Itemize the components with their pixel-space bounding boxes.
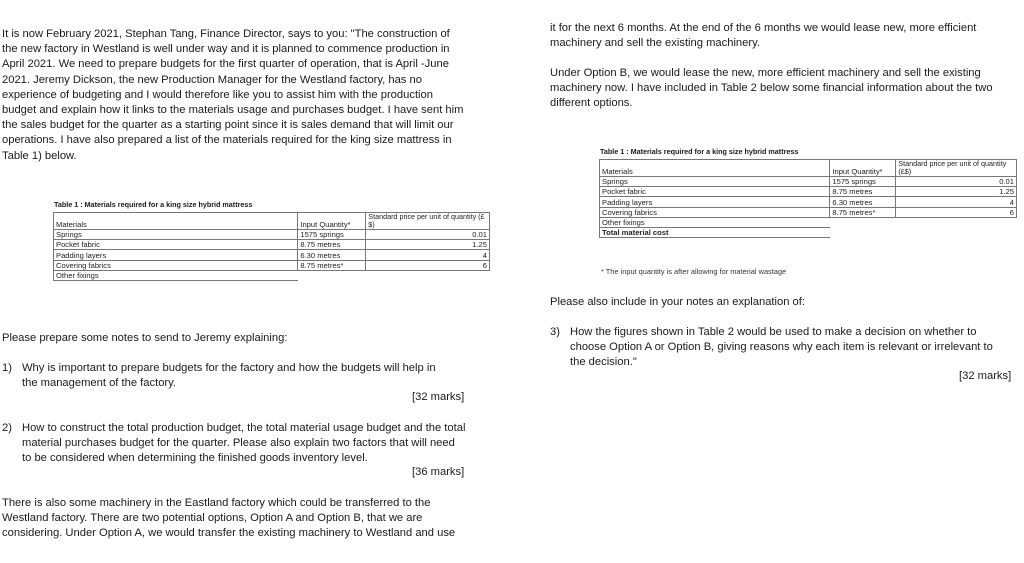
cell-price: 6: [366, 260, 490, 270]
cell-qty: [830, 227, 896, 237]
cell-qty: 1575 springs: [830, 177, 896, 187]
table-row: [600, 217, 1017, 227]
table-row: [600, 197, 1017, 207]
notes-prompt: Please prepare some notes to send to Jeremy explaining:: [2, 332, 288, 344]
table-row: [600, 177, 1017, 187]
cell-qty: 8.75 metres: [830, 187, 896, 197]
table-header-row: [54, 213, 490, 230]
cell-price: 6: [896, 207, 1017, 217]
header-input-quantity: Input Quantity*: [298, 213, 366, 230]
also-include-text: Please also include in your notes an explanation of:: [550, 296, 805, 308]
cell-material: Total material cost: [600, 227, 830, 237]
table-caption: Table 1 : Materials required for a king size hybrid mattress: [600, 147, 799, 156]
cell-qty: 1575 springs: [298, 230, 366, 240]
cell-material: Pocket fabric: [54, 240, 298, 250]
cell-material: Covering fabrics: [54, 260, 298, 270]
header-materials: Materials: [600, 160, 830, 177]
table-row: [54, 260, 490, 270]
cell-price: 4: [896, 197, 1017, 207]
cell-price: 1.25: [366, 240, 490, 250]
cell-qty: 6.30 metres: [298, 250, 366, 260]
cell-material: Covering fabrics: [600, 207, 830, 217]
cell-qty: 8.75 metres*: [298, 260, 366, 270]
cell-material: Pocket fabric: [600, 187, 830, 197]
question-number: 2): [2, 422, 12, 434]
cell-qty: 8.75 metres*: [830, 207, 896, 217]
cell-price: 4: [366, 250, 490, 260]
cell-material: Springs: [600, 177, 830, 187]
cell-qty: 8.75 metres: [298, 240, 366, 250]
cell-price: [366, 270, 490, 280]
question-text: How to construct the total production budget, the total material usage budget and the total material purchases budget for the quarter. Please also explain two factors that will need to be considered when determining the finished goods inventory level.: [22, 422, 466, 465]
question-1-marks: [32 marks]: [412, 391, 465, 403]
table-footnote: * The input quantity is after allowing for material wastage: [601, 267, 787, 276]
table-row: [54, 270, 490, 280]
table-row: [600, 207, 1017, 217]
question-2-marks: [36 marks]: [412, 466, 465, 478]
question-number: 3): [550, 326, 560, 338]
question-text: Why is important to prepare budgets for the factory and how the budgets will help in the management of the factory.: [22, 362, 436, 390]
table-row: [54, 240, 490, 250]
cell-qty: 6.30 metres: [830, 197, 896, 207]
cell-material: Springs: [54, 230, 298, 240]
cell-price: [896, 217, 1017, 227]
continuation-paragraph: it for the next 6 months. At the end of the 6 months we would lease new, more efficient machinery and sell the existing machinery.: [550, 22, 977, 50]
cell-price: [896, 227, 1017, 237]
cell-qty: [298, 270, 366, 280]
header-standard-price: Standard price per unit of quantity (£$): [898, 159, 1007, 176]
question-3-marks: [32 marks]: [959, 370, 1012, 382]
machinery-paragraph: There is also some machinery in the Eastland factory which could be transferred to the Westland factory. There are two potential options, Option A and Option B, that we are considering. Under Option A, we would transfer the existing machinery to Westland and use: [2, 497, 456, 540]
materials-table: [53, 212, 490, 281]
header-materials: Materials: [54, 213, 298, 230]
cell-price: 0.01: [896, 177, 1017, 187]
materials-table: [599, 159, 1017, 238]
cell-qty: [830, 217, 896, 227]
cell-material: Other fixings: [54, 270, 298, 280]
table-row: [600, 187, 1017, 197]
option-b-paragraph: Under Option B, we would lease the new, more efficient machinery and sell the existing machinery now. I have included in Table 2 below some financial information about the two different options.: [550, 67, 993, 110]
cell-material: Padding layers: [600, 197, 830, 207]
header-input-quantity: Input Quantity*: [830, 160, 896, 177]
intro-paragraph: It is now February 2021, Stephan Tang, Finance Director, says to you: "The construction of the new factory in Westland is well under way and it is planned to commence production in April 2021. We need to prepare budgets for the first quarter of operation, that is April -June 2021. Jeremy Dickson, the new Production Manager for the Westland factory, has no experience of budgeting and I would therefore like you to assist him with the production budget and explain how it links to the materials usage and purchases budget. I have sent him the sales budget for the quarter as a starting point since it is sales demand that will limit our operations. I have also prepared a list of the materials required for the king size mattress in Table 1) below.: [2, 28, 464, 162]
cell-material: Padding layers: [54, 250, 298, 260]
table1-caption: Table 1 : Materials required for a king size hybrid mattress: [54, 200, 253, 209]
table-row: [54, 230, 490, 240]
cell-price: 0.01: [366, 230, 490, 240]
question-number: 1): [2, 362, 12, 374]
cell-price: 1.25: [896, 187, 1017, 197]
cell-material: Other fixings: [600, 217, 830, 227]
header-standard-price: Standard price per unit of quantity (£$): [368, 212, 485, 229]
table-header-row: [600, 160, 1017, 177]
question-text: How the figures shown in Table 2 would be used to make a decision on whether to choose Option A or Option B, giving reasons why each item is relevant or irrelevant to the decision.": [570, 326, 993, 369]
table-row: [54, 250, 490, 260]
table-row-total: [600, 227, 1017, 237]
